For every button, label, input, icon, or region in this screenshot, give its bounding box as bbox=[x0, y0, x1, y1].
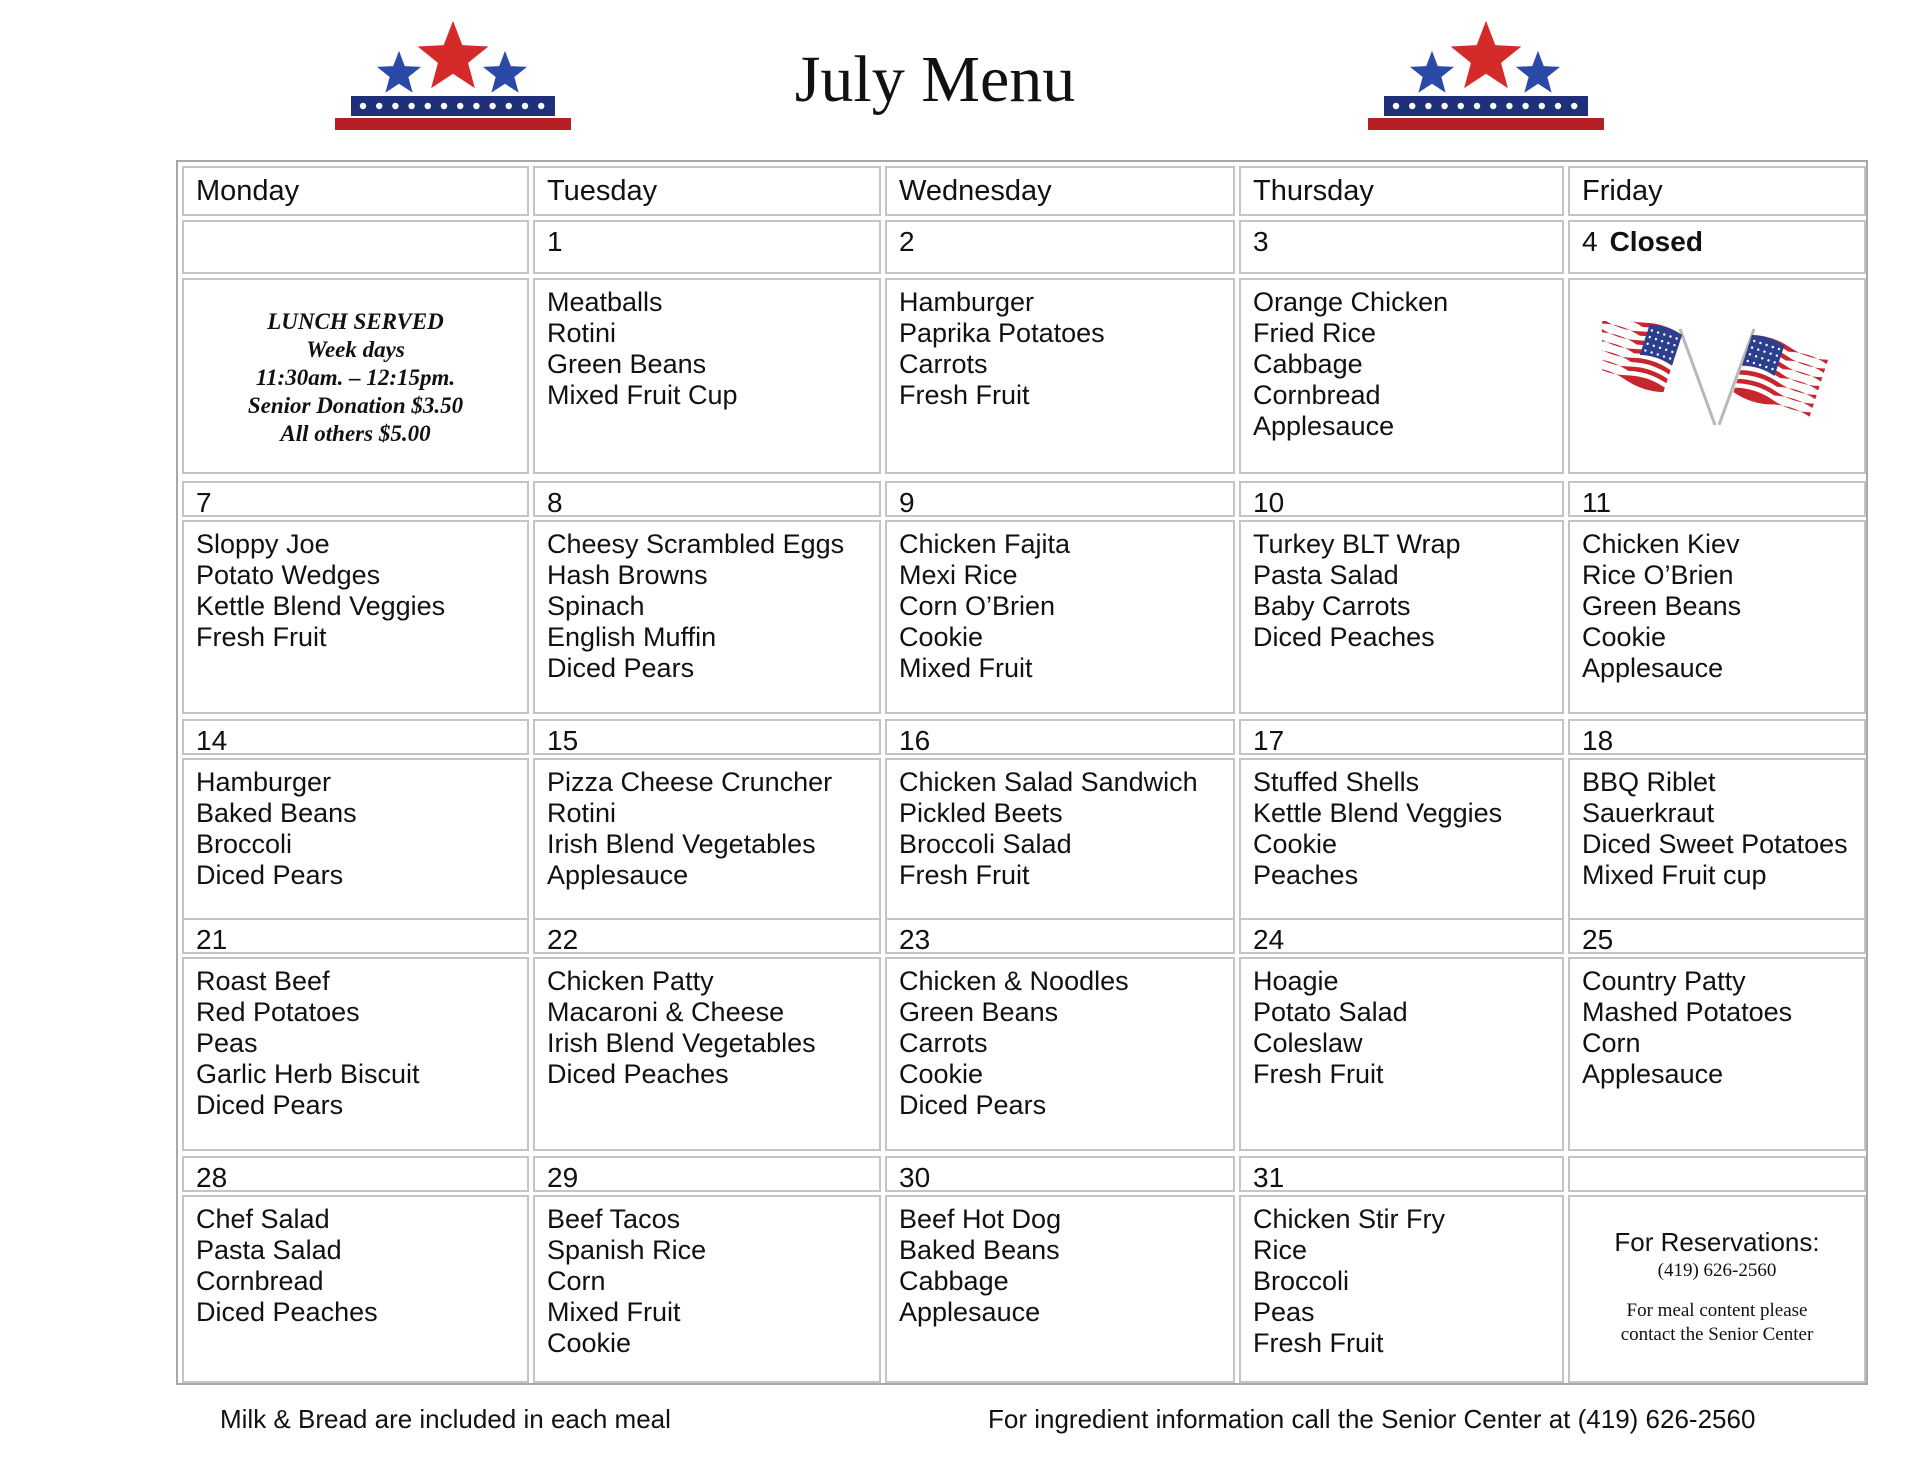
menu-item: Kettle Blend Veggies bbox=[1253, 798, 1503, 828]
date-cell bbox=[1239, 719, 1564, 755]
menu-item: Roast Beef bbox=[196, 966, 330, 996]
menu-item: Baby Carrots bbox=[1253, 591, 1411, 621]
date-number: 7 bbox=[196, 487, 212, 518]
date-cell bbox=[1239, 220, 1564, 274]
date-cell bbox=[885, 918, 1235, 954]
menu-cell bbox=[533, 957, 881, 1151]
menu-item: English Muffin bbox=[547, 622, 717, 652]
date-number: 3 bbox=[1253, 226, 1269, 257]
menu-item: Diced Peaches bbox=[196, 1297, 378, 1327]
date-number: 28 bbox=[196, 1162, 228, 1193]
menu-item: Sloppy Joe bbox=[196, 529, 330, 559]
menu-item: Hoagie bbox=[1253, 966, 1339, 996]
date-cell bbox=[182, 220, 529, 274]
date-number: 14 bbox=[196, 725, 228, 756]
date-cell bbox=[533, 918, 881, 954]
menu-cell bbox=[1568, 520, 1866, 714]
menu-item: Chef Salad bbox=[196, 1204, 330, 1234]
menu-item: Corn O’Brien bbox=[899, 591, 1056, 621]
menu-item: Rotini bbox=[547, 318, 617, 348]
menu-item: Peaches bbox=[1253, 860, 1359, 890]
menu-item: Applesauce bbox=[899, 1297, 1041, 1327]
menu-item: Cornbread bbox=[196, 1266, 324, 1296]
menu-item: Coleslaw bbox=[1253, 1028, 1363, 1058]
date-number: 18 bbox=[1582, 725, 1614, 756]
menu-item: Chicken Stir Fry bbox=[1253, 1204, 1446, 1234]
menu-item: Beef Tacos bbox=[547, 1204, 681, 1234]
menu-item: Fresh Fruit bbox=[899, 380, 1030, 410]
menu-cell bbox=[885, 758, 1235, 922]
menu-item: Fresh Fruit bbox=[899, 860, 1030, 890]
menu-item: Baked Beans bbox=[899, 1235, 1060, 1265]
menu-item: Corn bbox=[1582, 1028, 1641, 1058]
lunch-info-line: 11:30am. – 12:15pm. bbox=[255, 365, 456, 390]
menu-item: Applesauce bbox=[547, 860, 689, 890]
menu-item: Cabbage bbox=[1253, 349, 1363, 379]
menu-cell bbox=[533, 520, 881, 714]
menu-item: Mexi Rice bbox=[899, 560, 1018, 590]
menu-item: Chicken & Noodles bbox=[899, 966, 1129, 996]
menu-item: Potato Wedges bbox=[196, 560, 381, 590]
menu-item: Mixed Fruit bbox=[899, 653, 1033, 683]
menu-item: Mashed Potatoes bbox=[1582, 997, 1793, 1027]
menu-item: Hamburger bbox=[899, 287, 1035, 317]
menu-item: Carrots bbox=[899, 1028, 988, 1058]
menu-item: Cookie bbox=[1582, 622, 1667, 652]
menu-item: Paprika Potatoes bbox=[899, 318, 1105, 348]
holiday-cell bbox=[1568, 278, 1866, 474]
lunch-info-line: All others $5.00 bbox=[280, 421, 431, 446]
date-number: 31 bbox=[1253, 1162, 1285, 1193]
date-cell bbox=[885, 1156, 1235, 1192]
menu-item: Hash Browns bbox=[547, 560, 708, 590]
date-number: 25 bbox=[1582, 924, 1614, 955]
date-cell bbox=[1239, 918, 1564, 954]
menu-item: Pickled Beets bbox=[899, 798, 1063, 828]
date-cell bbox=[885, 719, 1235, 755]
menu-item: Cookie bbox=[899, 1059, 984, 1089]
menu-cell bbox=[1568, 758, 1866, 922]
menu-item: Cornbread bbox=[1253, 380, 1381, 410]
lunch-info-line: LUNCH SERVED bbox=[267, 309, 444, 334]
menu-item: Potato Salad bbox=[1253, 997, 1408, 1027]
menu-item: Fresh Fruit bbox=[1253, 1328, 1384, 1358]
date-cell bbox=[1568, 1156, 1866, 1192]
menu-item: Green Beans bbox=[1582, 591, 1742, 621]
page-title: July Menu bbox=[794, 43, 1076, 116]
menu-cell bbox=[1239, 957, 1564, 1151]
date-cell bbox=[533, 719, 881, 755]
menu-item: Spinach bbox=[547, 591, 645, 621]
menu-item: Rice O’Brien bbox=[1582, 560, 1734, 590]
closed-label: Closed bbox=[1609, 226, 1703, 257]
date-number: 29 bbox=[547, 1162, 579, 1193]
date-cell bbox=[1568, 719, 1866, 755]
date-number: 21 bbox=[196, 924, 228, 955]
menu-item: Diced Peaches bbox=[1253, 622, 1435, 652]
menu-item: Orange Chicken bbox=[1253, 287, 1449, 317]
menu-calendar bbox=[176, 160, 1868, 1385]
menu-cell bbox=[885, 278, 1235, 474]
menu-item: Country Patty bbox=[1582, 966, 1746, 996]
menu-cell bbox=[533, 278, 881, 474]
day-header-tuesday: Tuesday bbox=[533, 166, 881, 216]
menu-cell bbox=[182, 1195, 529, 1383]
menu-item: Fresh Fruit bbox=[196, 622, 327, 652]
menu-cell bbox=[885, 1195, 1235, 1383]
menu-item: Chicken Salad Sandwich bbox=[899, 767, 1198, 797]
date-cell bbox=[1239, 481, 1564, 517]
date-number: 24 bbox=[1253, 924, 1285, 955]
menu-item: Diced Sweet Potatoes bbox=[1582, 829, 1848, 859]
menu-item: Cookie bbox=[1253, 829, 1338, 859]
menu-item: Cookie bbox=[899, 622, 984, 652]
menu-item: Rotini bbox=[547, 798, 617, 828]
menu-cell bbox=[885, 957, 1235, 1151]
menu-item: Pasta Salad bbox=[1253, 560, 1399, 590]
menu-item: Meatballs bbox=[547, 287, 663, 317]
day-header-thursday: Thursday bbox=[1239, 166, 1564, 216]
date-number: 17 bbox=[1253, 725, 1285, 756]
menu-item: Diced Pears bbox=[899, 1090, 1047, 1120]
menu-item: Diced Peaches bbox=[547, 1059, 729, 1089]
date-cell bbox=[1568, 481, 1866, 517]
menu-item: Chicken Fajita bbox=[899, 529, 1071, 559]
menu-cell bbox=[885, 520, 1235, 714]
menu-item: Mixed Fruit cup bbox=[1582, 860, 1767, 890]
date-cell bbox=[1239, 1156, 1564, 1192]
menu-item: Peas bbox=[196, 1028, 258, 1058]
date-number: 1 bbox=[547, 226, 563, 257]
date-cell bbox=[182, 719, 529, 755]
day-header-monday: Monday bbox=[182, 166, 529, 216]
menu-cell bbox=[533, 1195, 881, 1383]
date-cell bbox=[885, 220, 1235, 274]
reservation-title: For Reservations: bbox=[1614, 1227, 1820, 1257]
date-cell bbox=[533, 481, 881, 517]
date-cell bbox=[885, 481, 1235, 517]
footer-note-milk-bread: Milk & Bread are included in each meal bbox=[220, 1404, 671, 1434]
menu-item: Broccoli Salad bbox=[899, 829, 1072, 859]
menu-item: Baked Beans bbox=[196, 798, 357, 828]
reservation-note: For meal content please bbox=[1626, 1300, 1808, 1321]
menu-item: Green Beans bbox=[547, 349, 707, 379]
date-number: 16 bbox=[899, 725, 931, 756]
menu-item: Applesauce bbox=[1253, 411, 1395, 441]
menu-cell bbox=[182, 520, 529, 714]
menu-item: Irish Blend Vegetables bbox=[547, 1028, 816, 1058]
menu-item: Garlic Herb Biscuit bbox=[196, 1059, 420, 1089]
date-number: 8 bbox=[547, 487, 563, 518]
menu-item: Pizza Cheese Cruncher bbox=[547, 767, 833, 797]
date-number: 9 bbox=[899, 487, 915, 518]
menu-item: Chicken Kiev bbox=[1582, 529, 1740, 559]
menu-cell bbox=[1239, 278, 1564, 474]
menu-item: Green Beans bbox=[899, 997, 1059, 1027]
reservation-phone: (419) 626-2560 bbox=[1657, 1260, 1777, 1281]
menu-item: Stuffed Shells bbox=[1253, 767, 1420, 797]
lunch-info-cell bbox=[182, 278, 529, 474]
menu-item: Diced Pears bbox=[547, 653, 695, 683]
menu-item: Pasta Salad bbox=[196, 1235, 342, 1265]
reservation-info-cell bbox=[1568, 1195, 1866, 1383]
day-header-friday: Friday bbox=[1568, 166, 1866, 216]
menu-item: Kettle Blend Veggies bbox=[196, 591, 446, 621]
menu-cell bbox=[533, 758, 881, 922]
date-number: 23 bbox=[899, 924, 931, 955]
menu-cell bbox=[1568, 957, 1866, 1151]
date-number: 4 bbox=[1582, 226, 1598, 257]
menu-item: Mixed Fruit bbox=[547, 1297, 681, 1327]
menu-item: Corn bbox=[547, 1266, 606, 1296]
menu-item: Fresh Fruit bbox=[1253, 1059, 1384, 1089]
menu-item: Cookie bbox=[547, 1328, 632, 1358]
reservation-note: contact the Senior Center bbox=[1620, 1324, 1814, 1345]
footer-ingredient-info: For ingredient information call the Senior Center at (419) 626-2560 bbox=[988, 1404, 1756, 1434]
menu-cell bbox=[182, 957, 529, 1151]
menu-item: Peas bbox=[1253, 1297, 1315, 1327]
menu-cell bbox=[182, 758, 529, 922]
menu-item: Rice bbox=[1253, 1235, 1308, 1265]
menu-item: Diced Pears bbox=[196, 860, 344, 890]
menu-item: Carrots bbox=[899, 349, 988, 379]
date-cell bbox=[533, 220, 881, 274]
menu-cell bbox=[1239, 758, 1564, 922]
menu-item: Cabbage bbox=[899, 1266, 1009, 1296]
date-number: 10 bbox=[1253, 487, 1285, 518]
menu-item: Turkey BLT Wrap bbox=[1253, 529, 1461, 559]
menu-item: Chicken Patty bbox=[547, 966, 714, 996]
date-cell bbox=[1568, 918, 1866, 954]
menu-item: Irish Blend Vegetables bbox=[547, 829, 816, 859]
menu-item: Mixed Fruit Cup bbox=[547, 380, 738, 410]
menu-item: Hamburger bbox=[196, 767, 332, 797]
menu-item: Beef Hot Dog bbox=[899, 1204, 1062, 1234]
menu-cell bbox=[1239, 1195, 1564, 1383]
menu-cell bbox=[1239, 520, 1564, 714]
menu-item: BBQ Riblet bbox=[1582, 767, 1716, 797]
date-number: 11 bbox=[1582, 487, 1612, 518]
menu-item: Broccoli bbox=[196, 829, 293, 859]
menu-item: Broccoli bbox=[1253, 1266, 1350, 1296]
menu-item: Applesauce bbox=[1582, 653, 1724, 683]
menu-item: Red Potatoes bbox=[196, 997, 360, 1027]
menu-item: Spanish Rice bbox=[547, 1235, 707, 1265]
date-number: 2 bbox=[899, 226, 915, 257]
date-cell bbox=[182, 918, 529, 954]
date-number: 22 bbox=[547, 924, 579, 955]
date-cell bbox=[182, 1156, 529, 1192]
date-number: 30 bbox=[899, 1162, 931, 1193]
day-header-wednesday: Wednesday bbox=[885, 166, 1235, 216]
lunch-info-line: Senior Donation $3.50 bbox=[247, 393, 464, 418]
menu-item: Macaroni & Cheese bbox=[547, 997, 785, 1027]
menu-item: Diced Pears bbox=[196, 1090, 344, 1120]
crossed-american-flags-icon bbox=[1602, 321, 1832, 431]
menu-item: Applesauce bbox=[1582, 1059, 1724, 1089]
date-number: 15 bbox=[547, 725, 579, 756]
menu-item: Cheesy Scrambled Eggs bbox=[547, 529, 845, 559]
date-cell bbox=[182, 481, 529, 517]
lunch-info-line: Week days bbox=[306, 337, 405, 362]
date-cell bbox=[533, 1156, 881, 1192]
date-cell bbox=[1568, 220, 1866, 274]
menu-item: Sauerkraut bbox=[1582, 798, 1715, 828]
menu-item: Fried Rice bbox=[1253, 318, 1377, 348]
